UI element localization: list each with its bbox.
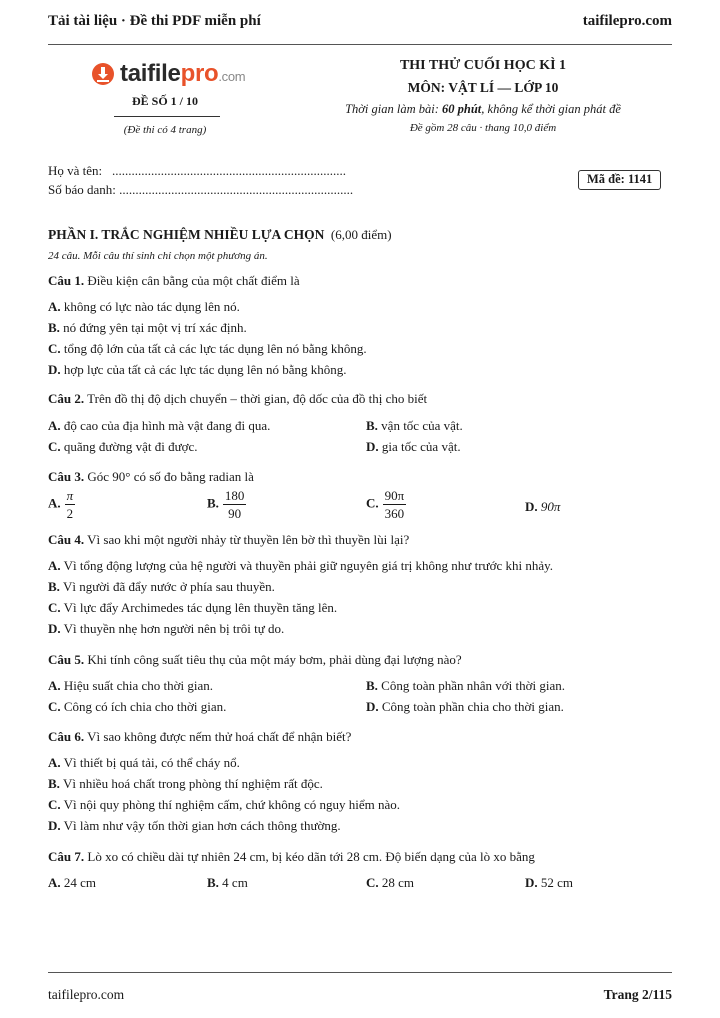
- option-7c[interactable]: C. 28 cm: [366, 875, 415, 890]
- question-1: Câu 1. Điều kiện cân bằng của một chất điểm là: [48, 273, 300, 288]
- question-6: Câu 6. Vì sao không được nếm thử hoá chất để nhận biết?: [48, 729, 352, 744]
- question-7: Câu 7. Lò xo có chiều dài tự nhiên 24 cm, bị kéo dãn tới 28 cm. Độ biến dạng của lò xo bằng: [48, 849, 535, 864]
- student-id-dots: ........................................................................: [119, 182, 354, 197]
- option-1c[interactable]: C. tổng độ lớn của tất cả các lực tác dụng lên nó bằng không.: [48, 341, 367, 356]
- option-2d[interactable]: D. gia tốc của vật.: [366, 439, 461, 454]
- option-1b[interactable]: B. nó đứng yên tại một vị trí xác định.: [48, 320, 247, 335]
- exam-title: THI THỬ CUỐI HỌC KÌ 1: [399, 58, 567, 73]
- option-2b[interactable]: B. vận tốc của vật.: [366, 418, 463, 433]
- site-logo: [92, 60, 245, 88]
- option-5b[interactable]: B. Công toàn phần nhân với thời gian.: [366, 678, 565, 693]
- student-id-label: Số báo danh:: [48, 182, 116, 197]
- option-6c[interactable]: C. Vì nội quy phòng thí nghiệm cấm, chứ không có nguy hiểm nào.: [48, 797, 400, 812]
- option-6b[interactable]: B. Vì nhiều hoá chất trong phòng thí nghiệm rất độc.: [48, 776, 323, 791]
- option-6a[interactable]: A. Vì thiết bị quá tải, có thể cháy nổ.: [48, 755, 240, 770]
- option-3b[interactable]: B. $\frac{180}{90}$: [207, 488, 245, 521]
- student-name-dots: ........................................................................: [112, 163, 346, 178]
- option-3c[interactable]: C. $\frac{90\pi}{360}$: [366, 488, 405, 521]
- header-site-domain[interactable]: taifilepro.com: [582, 13, 672, 29]
- question-5: Câu 5. Khi tính công suất tiêu thụ của một máy bơm, phải dùng đại lượng nào?: [48, 652, 462, 667]
- option-4a[interactable]: A. Vì tổng động lượng của hệ người và thuyền phải giữ nguyên giá trị không như trước khi nhảy.: [48, 558, 554, 573]
- header-divider: [48, 44, 672, 45]
- question-2: Câu 2. Trên đồ thị độ dịch chuyển – thời gian, độ dốc của đồ thị cho biết: [48, 391, 428, 406]
- student-name-field: [48, 163, 346, 179]
- header-site-title: Tải tài liệu · Đề thi PDF miễn phí: [48, 13, 261, 29]
- section-note: 24 câu. Mỗi câu thí sinh chỉ chọn một phương án.: [48, 250, 268, 262]
- exam-question-count: Đề gồm 28 câu · thang 10,0 điểm: [409, 122, 557, 134]
- option-2a[interactable]: A. độ cao của địa hình mà vật đang đi qua.: [48, 418, 271, 433]
- option-1a[interactable]: A. không có lực nào tác dụng lên nó.: [48, 299, 240, 314]
- option-1d[interactable]: D. hợp lực của tất cả các lực tác dụng lên nó bằng không.: [48, 362, 347, 377]
- option-4d[interactable]: D. Vì thuyền nhẹ hơn người nên bị trôi tự do.: [48, 621, 285, 636]
- option-4c[interactable]: C. Vì lực đẩy Archimedes tác dụng lên thuyền tăng lên.: [48, 600, 338, 615]
- question-4: Câu 4. Vì sao khi một người nhảy từ thuyền lên bờ thì thuyền lùi lại?: [48, 532, 410, 547]
- option-3a[interactable]: A. $\frac{\pi}{2}$: [48, 488, 74, 521]
- logo-wordmark: taifilepro.com: [120, 60, 246, 87]
- download-icon: [92, 63, 114, 85]
- exam-subject: MÔN: VẬT LÍ — LỚP 10: [407, 80, 559, 95]
- option-6d[interactable]: D. Vì làm như vậy tốn thời gian hơn cách thông thường.: [48, 818, 341, 833]
- option-5d[interactable]: D. Công toàn phần chia cho thời gian.: [366, 699, 564, 714]
- fraction: $\frac{180}{90}$: [224, 488, 245, 521]
- fraction: $\frac{\pi}{2}$: [66, 488, 74, 521]
- option-5c[interactable]: C. Công có ích chia cho thời gian.: [48, 699, 227, 714]
- footer-divider: [48, 972, 672, 973]
- question-3: Câu 3. Góc 90° có số đo bằng radian là: [48, 469, 254, 484]
- option-5a[interactable]: A. Hiệu suất chia cho thời gian.: [48, 678, 214, 693]
- exam-number: ĐỀ SỐ 1 / 10: [131, 94, 198, 108]
- option-7b[interactable]: B. 4 cm: [207, 875, 248, 890]
- student-name-label: Họ và tên:: [48, 163, 103, 178]
- section-heading: PHẦN I. TRẮC NGHIỆM NHIỀU LỰA CHỌN (6,00 điểm): [48, 227, 392, 242]
- fraction: $\frac{90\pi}{360}$: [384, 488, 405, 521]
- exam-code-box: Mã đề: 1141: [578, 170, 661, 190]
- exam-number-underline: [114, 116, 220, 117]
- footer-site-domain[interactable]: taifilepro.com: [48, 987, 125, 1002]
- option-7d[interactable]: D. 52 cm: [525, 875, 574, 890]
- option-3d[interactable]: D. 90π: [525, 499, 561, 514]
- exam-pages: (Đề thi có 4 trang): [123, 124, 207, 136]
- student-id-field: [48, 182, 353, 198]
- option-7a[interactable]: A. 24 cm: [48, 875, 97, 890]
- exam-time: Thời gian làm bài: 60 phút, không kể thời gian phát đề: [345, 102, 621, 116]
- page-number: Trang 2/115: [603, 987, 672, 1002]
- option-4b[interactable]: B. Vì người đã đẩy nước ở phía sau thuyền.: [48, 579, 275, 594]
- option-2c[interactable]: C. quãng đường vật đi được.: [48, 439, 198, 454]
